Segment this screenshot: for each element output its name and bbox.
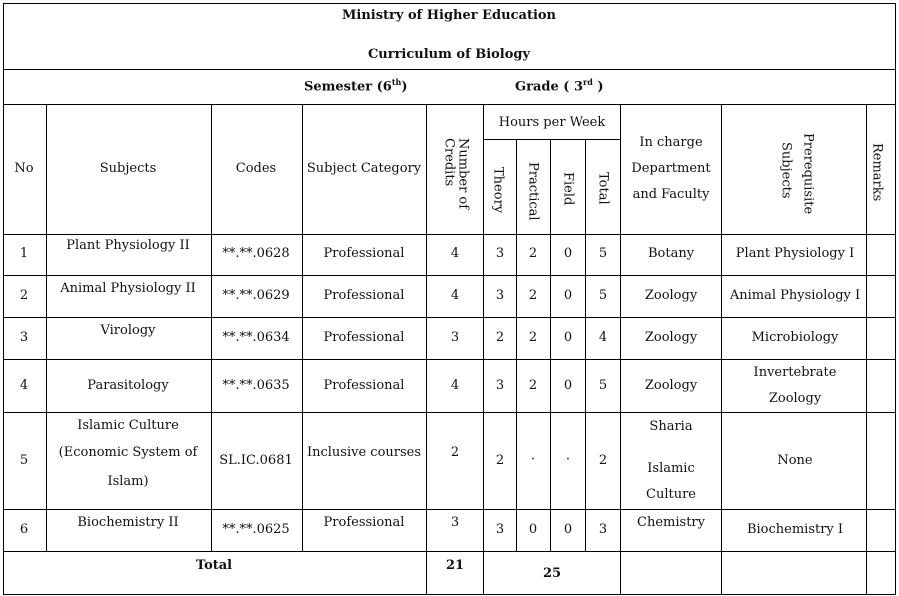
row-dept-line1: Sharia bbox=[649, 419, 693, 434]
semester-label: Semester (6th) bbox=[304, 77, 408, 95]
row-prereq: Microbiology bbox=[751, 330, 839, 345]
row-prereq: Animal Physiology I bbox=[729, 288, 861, 303]
row-theory: 3 bbox=[495, 288, 505, 303]
row-dept-line2: Islamic bbox=[647, 461, 695, 476]
line-row5 bbox=[3, 509, 896, 510]
row-category: Professional bbox=[323, 288, 405, 303]
row-subject-line1: Islamic Culture bbox=[77, 418, 179, 433]
row-subject: Animal Physiology II bbox=[60, 281, 196, 296]
row-prereq: None bbox=[777, 453, 813, 468]
row-field: 0 bbox=[563, 246, 573, 261]
header-dept-line3: and Faculty bbox=[632, 187, 710, 202]
line-row4 bbox=[3, 412, 896, 413]
row-practical: 2 bbox=[528, 288, 538, 303]
row-subject: Plant Physiology II bbox=[66, 238, 190, 253]
row-credits: 3 bbox=[450, 515, 460, 530]
row-code: **.**.0634 bbox=[222, 330, 290, 345]
total-label: Total bbox=[195, 558, 233, 573]
row-dept: Zoology bbox=[644, 330, 698, 345]
header-remarks: Remarks bbox=[869, 143, 885, 202]
line-semester-bottom bbox=[3, 104, 896, 105]
row-no: 1 bbox=[19, 246, 29, 261]
row-code: **.**.0629 bbox=[222, 288, 290, 303]
header-prereq-line2: Subjects bbox=[778, 142, 794, 199]
line-header-bottom bbox=[3, 234, 896, 235]
row-total: 2 bbox=[598, 453, 608, 468]
row-practical: · bbox=[530, 452, 536, 467]
row-field: 0 bbox=[563, 288, 573, 303]
border-bottom bbox=[3, 594, 896, 595]
row-field: 0 bbox=[563, 378, 573, 393]
row-subject-line3: Islam) bbox=[107, 474, 149, 489]
document-title: Ministry of Higher Education bbox=[341, 8, 557, 23]
row-category: Professional bbox=[323, 246, 405, 261]
row-prereq-line2: Zoology bbox=[768, 391, 822, 406]
document-subtitle: Curriculum of Biology bbox=[367, 47, 531, 62]
row-code: SL.IC.0681 bbox=[219, 453, 293, 468]
line-row3 bbox=[3, 359, 896, 360]
total-hours: 25 bbox=[542, 566, 562, 581]
row-no: 4 bbox=[19, 378, 29, 393]
row-prereq: Biochemistry I bbox=[746, 522, 844, 537]
row-total: 4 bbox=[598, 330, 608, 345]
row-dept-line3: Culture bbox=[646, 487, 696, 502]
row-category: Professional bbox=[323, 330, 405, 345]
vline-theory bbox=[516, 139, 517, 551]
row-practical: 2 bbox=[528, 378, 538, 393]
header-hours: Hours per Week bbox=[498, 115, 606, 130]
line-row6 bbox=[3, 551, 896, 552]
vline-codes bbox=[302, 104, 303, 551]
row-credits: 4 bbox=[450, 246, 460, 261]
row-credits: 4 bbox=[450, 378, 460, 393]
border-top bbox=[3, 3, 896, 4]
header-dept-line1: In charge bbox=[639, 135, 703, 150]
vline-subjects bbox=[211, 104, 212, 551]
row-dept: Botany bbox=[647, 246, 695, 261]
row-dept: Zoology bbox=[644, 378, 698, 393]
total-credits: 21 bbox=[445, 558, 465, 573]
row-credits: 2 bbox=[450, 445, 460, 460]
row-no: 3 bbox=[19, 330, 29, 345]
header-field: Field bbox=[560, 172, 576, 206]
line-row1 bbox=[3, 275, 896, 276]
row-theory: 2 bbox=[495, 453, 505, 468]
header-codes: Codes bbox=[235, 161, 277, 176]
vline-hours bbox=[620, 104, 621, 595]
row-theory: 3 bbox=[495, 246, 505, 261]
row-subject: Biochemistry II bbox=[77, 515, 179, 530]
row-category: Professional bbox=[323, 515, 405, 530]
border-left bbox=[3, 3, 4, 595]
row-total: 5 bbox=[598, 288, 608, 303]
row-theory: 2 bbox=[495, 330, 505, 345]
vline-no bbox=[46, 104, 47, 551]
row-subject: Virology bbox=[100, 323, 156, 338]
grade-label: Grade ( 3rd ) bbox=[515, 77, 604, 95]
row-theory: 3 bbox=[495, 522, 505, 537]
header-prereq-line1: Prerequisite bbox=[800, 133, 816, 215]
row-practical: 2 bbox=[528, 330, 538, 345]
row-field: 0 bbox=[563, 522, 573, 537]
vline-prereq bbox=[866, 104, 867, 595]
row-field: · bbox=[565, 452, 571, 467]
row-prereq-line1: Invertebrate bbox=[753, 365, 837, 380]
row-practical: 0 bbox=[528, 522, 538, 537]
vline-field bbox=[585, 139, 586, 551]
row-field: 0 bbox=[563, 330, 573, 345]
row-no: 5 bbox=[19, 453, 29, 468]
row-total: 3 bbox=[598, 522, 608, 537]
header-dept-line2: Department bbox=[631, 161, 711, 176]
row-total: 5 bbox=[598, 378, 608, 393]
header-theory: Theory bbox=[490, 167, 506, 214]
row-code: **.**.0628 bbox=[222, 246, 290, 261]
header-no: No bbox=[14, 161, 34, 176]
row-dept: Zoology bbox=[644, 288, 698, 303]
header-subjects: Subjects bbox=[99, 161, 157, 176]
line-row2 bbox=[3, 317, 896, 318]
line-title-bottom bbox=[3, 69, 896, 70]
vline-credits bbox=[483, 104, 484, 595]
row-subject-line2: (Economic System of bbox=[58, 445, 198, 460]
vline-practical bbox=[550, 139, 551, 551]
row-dept: Chemistry bbox=[637, 515, 705, 530]
header-category: Subject Category bbox=[306, 161, 422, 176]
row-theory: 3 bbox=[495, 378, 505, 393]
row-credits: 3 bbox=[450, 330, 460, 345]
row-no: 6 bbox=[19, 522, 29, 537]
row-code: **.**.0635 bbox=[222, 378, 290, 393]
row-credits: 4 bbox=[450, 288, 460, 303]
row-category: Professional bbox=[323, 378, 405, 393]
header-credits-line2: Credits bbox=[441, 138, 457, 187]
header-total: Total bbox=[595, 172, 611, 205]
header-credits-line1: Number of bbox=[455, 138, 471, 210]
row-prereq: Plant Physiology I bbox=[735, 246, 855, 261]
vline-dept bbox=[721, 104, 722, 595]
row-no: 2 bbox=[19, 288, 29, 303]
vline-category bbox=[426, 104, 427, 595]
row-code: **.**.0625 bbox=[222, 522, 290, 537]
row-subject: Parasitology bbox=[87, 378, 169, 393]
row-total: 5 bbox=[598, 246, 608, 261]
border-right bbox=[895, 3, 896, 595]
row-practical: 2 bbox=[528, 246, 538, 261]
row-category: Inclusive courses bbox=[306, 445, 422, 460]
header-practical: Practical bbox=[525, 162, 541, 221]
line-hours-header bbox=[483, 139, 620, 140]
